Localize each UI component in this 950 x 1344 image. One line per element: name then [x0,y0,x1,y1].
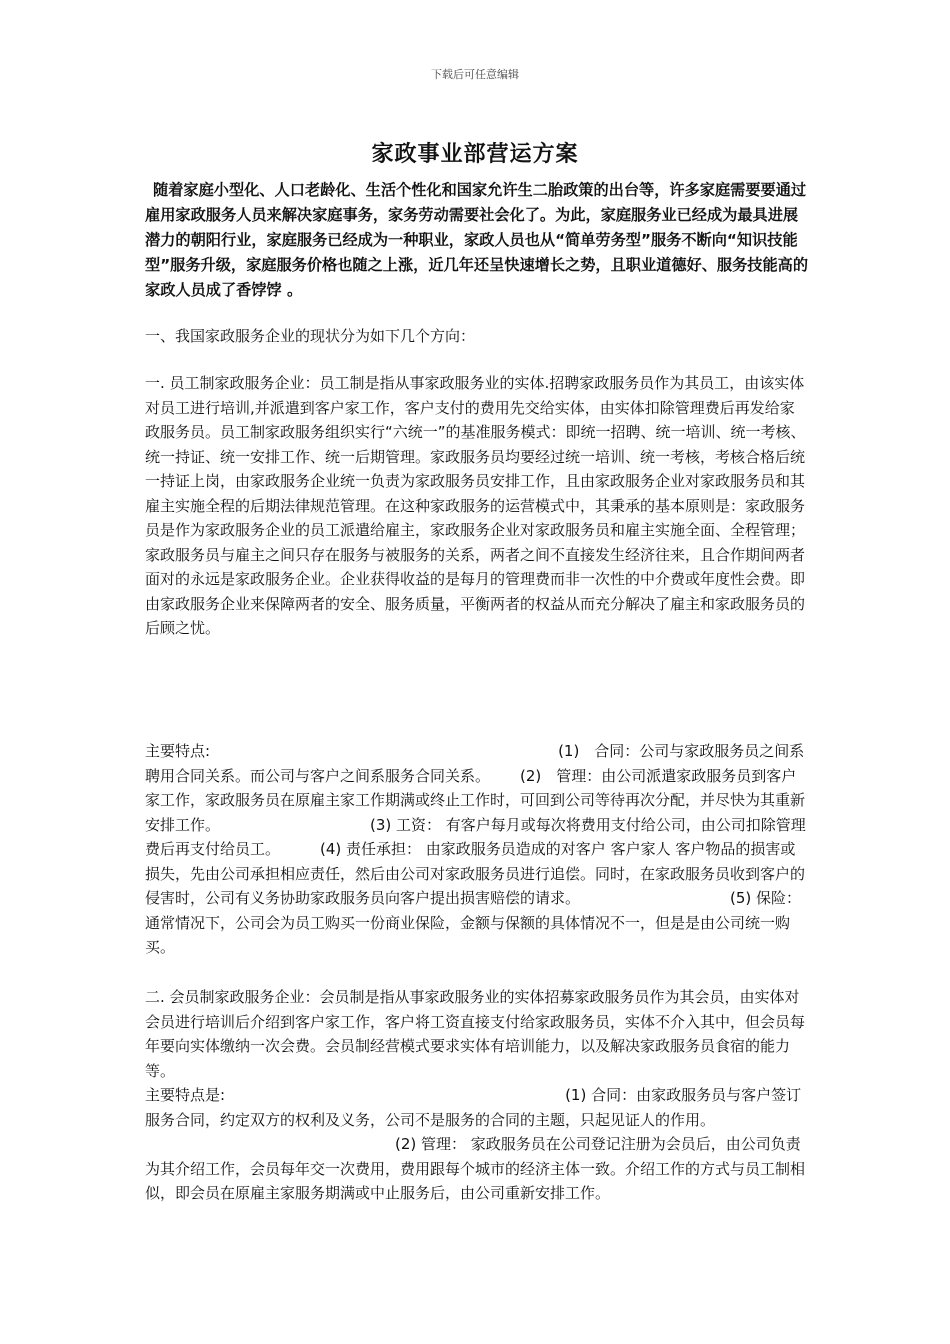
section-heading-text: 一、我国家政服务企业的现状分为如下几个方向： [145,327,476,345]
feature-contract: (1) 合同：公司与家政服务员之间系聘用合同关系。而公司与客户之间系服务合同关系。 [145,742,805,785]
header-note: 下载后可任意编辑 [431,68,519,81]
intro-paragraph [145,178,809,303]
feature-management: (2) 管理：由公司派遣家政服务员到客户家工作，家政服务员在原雇主家工作期满或终止工作时，可回到公司等待再次分配，并尽快为其重新安排工作。 [145,766,806,834]
section-2-features-text [145,1083,809,1206]
feature-insurance: (5) 保险： 通常情况下，公司会为员工购买一份商业保险，金额与保额的具体情况不一，但是是由公司统一购买。 [145,889,802,956]
section-2-paragraph [145,985,809,1083]
feature-salary: (3) 工资： 有客户每月或每次将费用支付给公司，由公司扣除管理费后再支付给员工。 [145,815,806,858]
section-1-features [145,739,809,960]
intro-text: 随着家庭小型化、人口老龄化、生活个性化和国家允许生二胎政策的出台等，许多家庭需要要通过雇用家政服务人员来解决家庭事务，家务劳动需要社会化了。为此，家庭服务业已经成为最具进展潜力的朝阳行业，家庭服务已经成为一种职业，家政人员也从“简单劳务型”服务不断向“知识技能型”服务升级，家庭服务价格也随之上涨，近几年还呈快速增长之势，且职业道德好、服务技能高的家政人员成了香饽饽 。 [145,181,809,299]
section-1-features-text [145,739,809,960]
feature-contract: (1) 合同：由家政服务员与客户签订服务合同，约定双方的权利及义务，公司不是服务的合同的主题，只起见证人的作用。 [145,1086,802,1129]
document-title: 家政事业部营运方案 [371,142,579,167]
section-2-text: 二. 会员制家政服务企业：会员制是指从事家政服务业的实体招募家政服务员作为其会员，由实体对会员进行培训后介绍到客户家工作，客户将工资直接支付给家政服务员，实体不介入其中，但会员每年要向实体缴纳一次会费。会员制经营模式要求实体有培训能力，以及解决家政服务员食宿的能力等。 [145,988,806,1080]
section-1-paragraph [145,371,809,641]
section-2-features [145,1083,809,1206]
feature-liability: (4) 责任承担： 由家政服务员造成的对客户 客户家人 客户物品的损害或损失，先由公司承担相应责任，然后由公司对家政服务员进行追偿。同时，在家政服务员收到客户的侵害时，公司有义务协助家政服务员向客户提出损害赔偿的请求。 [145,840,806,907]
features-label: 主要特点: [145,742,211,760]
features-label: 主要特点是: [145,1086,226,1104]
section-1-text: 一. 员工制家政服务企业：员工制是指从事家政服务业的实体.招聘家政服务员作为其员工，由该实体对员工进行培训,并派遣到客户家工作，客户支付的费用先交给实体，由实体扣除管理费后再发给家政服务员。员工制家政服务组织实行“六统一”的基准服务模式：即统一招聘、统一培训、统一考核、统一持证、统一安排工作、统一后期管理。家政服务员均要经过统一培训、统一考核，考核合格后统一持证上岗，由家政服务企业统一负责为家政服务员安排工作，且由家政服务企业对家政服务员和其雇主实施全程的后期法律规范管理。在这种家政服务的运营模式中，其秉承的基本原则是：家政服务员是作为家政服务企业的员工派遣给雇主，家政服务企业对家政服务员和雇主实施全面、全程管理；家政服务员与雇主之间只存在服务与被服务的关系，两者之间不直接发生经济往来，且合作期间两者面对的永远是家政服务企业。企业获得收益的是每月的管理费而非一次性的中介费或年度性会费。即由家政服务企业来保障两者的安全、服务质量，平衡两者的权益从而充分解决了雇主和家政服务员的后顾之忧。 [145,374,806,637]
feature-management: (2) 管理： 家政服务员在公司登记注册为会员后，由公司负责为其介绍工作，会员每年交一次费用，费用跟每个城市的经济主体一致。介绍工作的方式与员工制相似，即会员在原雇主家服务期满或中止服务后，由公司重新安排工作。 [145,1135,806,1202]
section-heading [145,324,809,349]
